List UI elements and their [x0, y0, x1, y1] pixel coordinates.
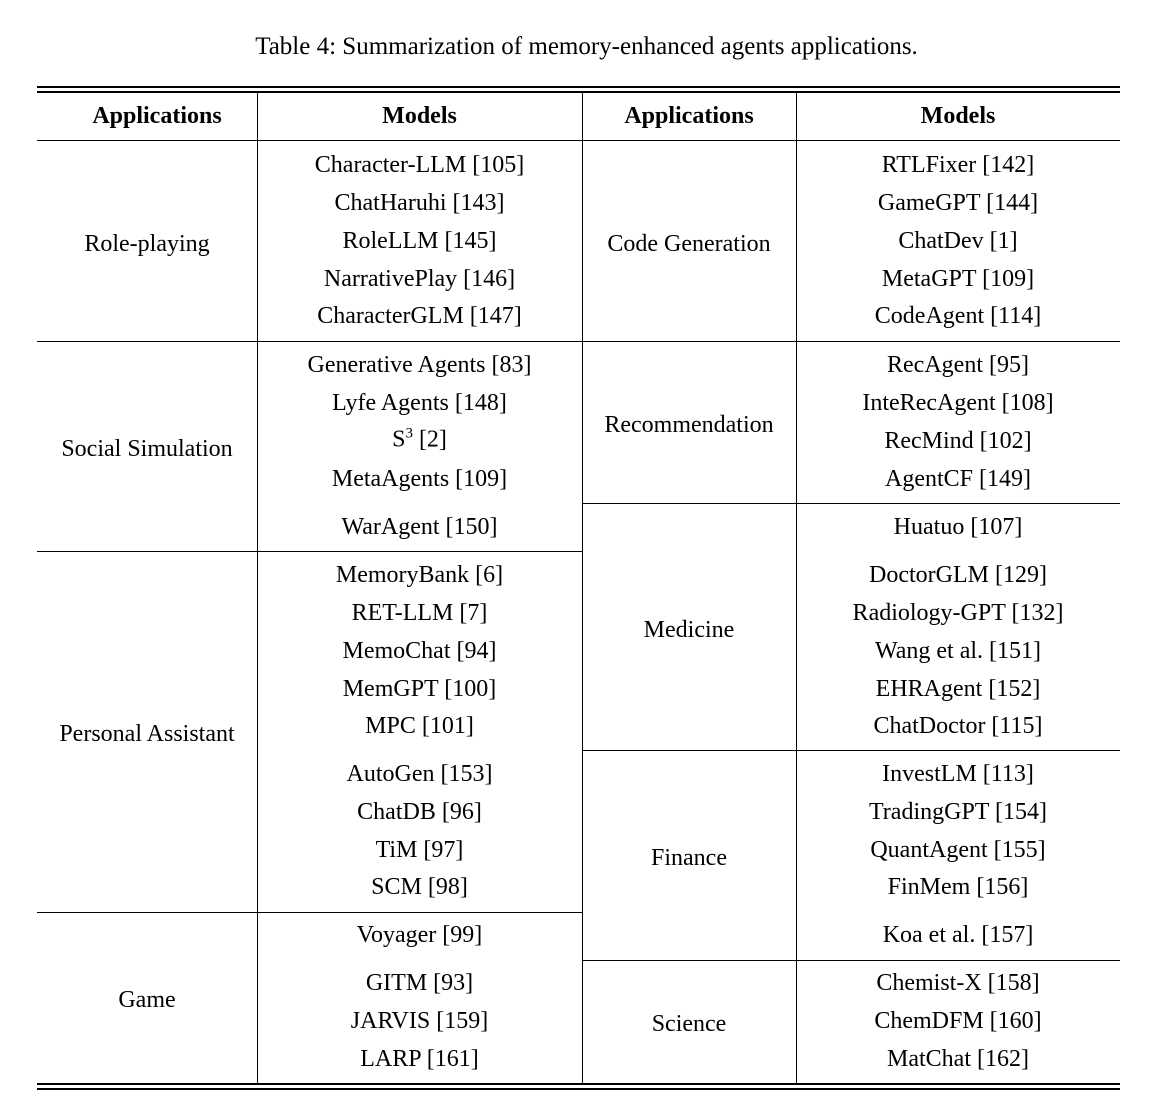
right-group-divider-1: [582, 341, 1120, 342]
model-cell: ChatDB [96]: [357, 799, 482, 825]
model-cell: MemoChat [94]: [342, 638, 497, 664]
model-cell: Huatuo [107]: [893, 514, 1023, 540]
model-cell: Wang et al. [151]: [874, 638, 1042, 664]
model-cell: RET-LLM [7]: [351, 600, 488, 626]
application-cell: Recommendation: [604, 412, 774, 438]
right-group-divider-2: [582, 503, 1120, 504]
left-group-divider-2: [37, 551, 582, 552]
model-cell: QuantAgent [155]: [870, 837, 1046, 863]
model-cell: MemoryBank [6]: [335, 562, 504, 588]
application-cell: Science: [651, 1011, 727, 1037]
model-cell: ChatDoctor [115]: [873, 713, 1043, 739]
model-cell: FinMem [156]: [887, 874, 1029, 900]
model-cell: MetaGPT [109]: [881, 266, 1035, 292]
application-cell: Role-playing: [84, 231, 210, 257]
model-cell: LARP [161]: [360, 1046, 479, 1072]
model-cell: RTLFixer [142]: [881, 152, 1035, 178]
application-cell: Social Simulation: [61, 436, 233, 462]
model-cell: NarrativePlay [146]: [323, 266, 516, 292]
table-caption: Table 4: Summarization of memory-enhanced agents applications.: [255, 33, 918, 60]
column-divider-3: [796, 92, 797, 1084]
top-rule-inner: [37, 91, 1120, 93]
top-rule: [37, 86, 1120, 88]
model-cell: RecMind [102]: [884, 428, 1032, 454]
model-cell: TradingGPT [154]: [868, 799, 1048, 825]
model-cell: ChatHaruhi [143]: [334, 190, 505, 216]
right-group-divider-4: [582, 960, 1120, 961]
right-group-divider-3: [582, 750, 1120, 751]
column-divider-2: [582, 92, 583, 1084]
model-cell: RecAgent [95]: [887, 352, 1029, 378]
model-cell: Voyager [99]: [356, 922, 483, 948]
bottom-rule: [37, 1088, 1120, 1090]
left-group-divider-1: [37, 341, 582, 342]
model-cell: InvestLM [113]: [882, 761, 1034, 787]
model-cell: GameGPT [144]: [877, 190, 1039, 216]
model-cell: Radiology-GPT [132]: [852, 600, 1064, 626]
model-cell: MetaAgents [109]: [331, 466, 508, 492]
header-models-right: Models: [920, 103, 996, 129]
application-cell: Finance: [651, 845, 727, 871]
header-applications-left: Applications: [92, 103, 222, 129]
application-cell: Code Generation: [607, 231, 771, 257]
application-cell: Medicine: [643, 617, 735, 643]
header-rule: [37, 140, 1120, 141]
left-group-divider-3: [37, 912, 582, 913]
model-cell: WarAgent [150]: [341, 514, 498, 540]
model-cell: Koa et al. [157]: [882, 922, 1034, 948]
application-cell: Game: [118, 987, 176, 1013]
model-cell: ChemDFM [160]: [874, 1008, 1042, 1034]
model-cell: EHRAgent [152]: [875, 676, 1041, 702]
model-cell: TiM [97]: [375, 837, 464, 863]
model-cell: Generative Agents [83]: [307, 352, 532, 378]
model-cell: RoleLLM [145]: [342, 228, 497, 254]
model-cell: MPC [101]: [365, 713, 474, 739]
model-cell: MemGPT [100]: [342, 676, 497, 702]
column-divider-1: [257, 92, 258, 1084]
model-cell: Character-LLM [105]: [314, 152, 525, 178]
model-cell: MatChat [162]: [887, 1046, 1029, 1072]
model-cell: JARVIS [159]: [350, 1008, 489, 1034]
model-cell: DoctorGLM [129]: [869, 562, 1047, 588]
bottom-rule-inner: [37, 1083, 1120, 1085]
model-cell: ChatDev [1]: [898, 228, 1018, 254]
model-cell: InteRecAgent [108]: [862, 390, 1054, 416]
model-cell: CodeAgent [114]: [874, 303, 1042, 329]
model-cell: AutoGen [153]: [346, 761, 493, 787]
model-cell: $S^3$ [2]: [392, 425, 447, 453]
model-cell: CharacterGLM [147]: [317, 303, 522, 329]
model-cell: AgentCF [149]: [885, 466, 1031, 492]
header-applications-right: Applications: [624, 103, 754, 129]
header-models-left: Models: [382, 103, 457, 129]
application-cell: Personal Assistant: [59, 721, 235, 747]
model-cell: Chemist-X [158]: [876, 970, 1040, 996]
model-cell: GITM [93]: [365, 970, 474, 996]
model-cell: SCM [98]: [371, 874, 468, 900]
model-cell: Lyfe Agents [148]: [332, 390, 507, 416]
